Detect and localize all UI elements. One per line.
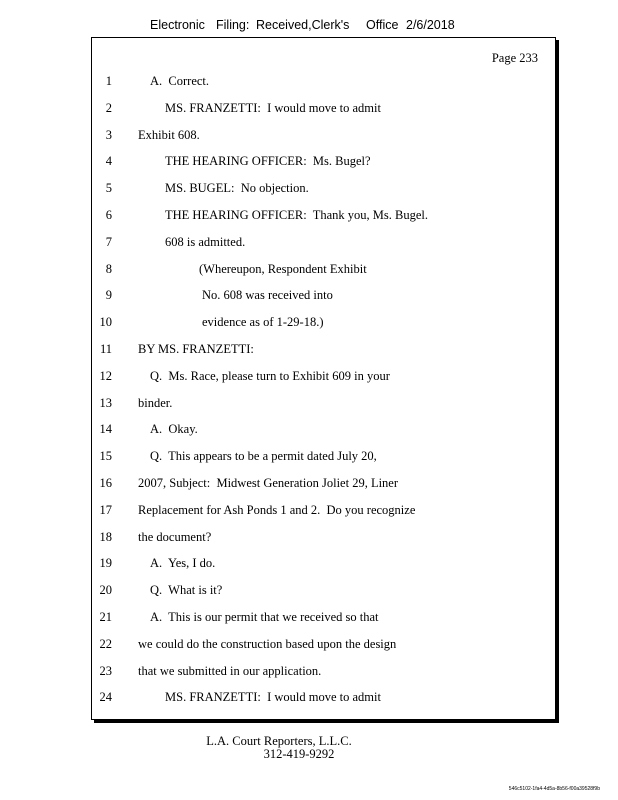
line-number: 19	[99, 556, 112, 571]
transcript-line	[92, 661, 555, 681]
line-number: 21	[99, 610, 112, 624]
filing-electronic: Electronic	[150, 18, 205, 32]
line-number: 6	[105, 208, 112, 222]
line-number: 5	[105, 181, 112, 196]
transcript-line	[92, 419, 555, 439]
line-number: 8	[105, 261, 112, 276]
line-text: A. Correct.	[150, 74, 210, 88]
transcript-line	[92, 312, 555, 332]
line-text: Replacement for Ash Ponds 1 and 2. Do you recognize	[138, 502, 416, 517]
line-text: the document?	[138, 529, 212, 544]
filing-received: Received,Clerk's	[256, 18, 350, 32]
line-number: 15	[99, 449, 112, 464]
line-number: 16	[99, 476, 112, 490]
line-text: 2007, Subject: Midwest Generation Joliet 29, Liner	[138, 476, 399, 490]
line-number: 17	[99, 502, 112, 517]
line-number: 18	[99, 529, 112, 544]
line-text: No. 608 was received into	[202, 288, 333, 303]
line-number: 24	[99, 690, 112, 705]
transcript-line	[92, 553, 555, 573]
line-number: 9	[105, 288, 112, 303]
transcript-line	[92, 125, 555, 145]
line-number: 23	[99, 663, 112, 678]
line-text: A. Okay.	[150, 422, 198, 437]
transcript-line	[92, 687, 555, 707]
line-text: Q. Ms. Race, please turn to Exhibit 609 in your	[150, 368, 390, 383]
filing-date: 2/6/2018	[406, 18, 455, 32]
line-text: BY MS. FRANZETTI:	[138, 342, 254, 356]
line-text: Exhibit 608.	[138, 127, 200, 142]
transcript-line	[92, 393, 555, 413]
footer-company: L.A. Court Reporters, L.L.C.	[206, 734, 352, 748]
line-text: evidence as of 1-29-18.)	[202, 315, 324, 330]
line-number: 11	[99, 342, 112, 356]
transcript-line	[92, 527, 555, 547]
transcript-line	[92, 151, 555, 171]
line-number: 10	[99, 315, 112, 330]
filing-office: Office	[366, 18, 399, 32]
document-id: 546c5102-1fa4-4d5a-8b56-f00a39528f9b	[508, 786, 600, 792]
line-number: 20	[99, 583, 112, 598]
line-text: MS. FRANZETTI: I would move to admit	[165, 690, 381, 705]
footer-phone: 312-419-9292	[263, 747, 335, 761]
line-text: A. This is our permit that we received so that	[150, 610, 379, 624]
line-text: A. Yes, I do.	[150, 556, 216, 571]
transcript-line	[92, 339, 555, 359]
transcript-line	[92, 71, 555, 91]
transcript-line	[92, 98, 555, 118]
line-number: 7	[105, 234, 112, 249]
line-text: MS. FRANZETTI: I would move to admit	[165, 100, 381, 115]
line-number: 22	[99, 636, 112, 651]
transcript-line	[92, 607, 555, 627]
transcript-line	[92, 580, 555, 600]
transcript-line	[92, 446, 555, 466]
line-text: binder.	[138, 395, 173, 410]
transcript-line	[92, 205, 555, 225]
line-number: 4	[105, 154, 112, 169]
line-number: 3	[105, 127, 112, 142]
line-number: 12	[99, 368, 112, 383]
line-text: THE HEARING OFFICER: Ms. Bugel?	[165, 154, 371, 169]
page-number: Page 233	[491, 51, 538, 65]
line-text: we could do the construction based upon the design	[138, 636, 397, 651]
line-text: MS. BUGEL: No objection.	[165, 181, 309, 196]
line-number: 1	[105, 74, 112, 88]
filing-label: Filing:	[216, 18, 250, 32]
transcript-line	[92, 232, 555, 252]
line-text: 608 is admitted.	[165, 234, 246, 249]
line-text: Q. What is it?	[150, 583, 223, 598]
transcript-line	[92, 285, 555, 305]
transcript-line	[92, 178, 555, 198]
transcript-line	[92, 473, 555, 493]
line-number: 13	[99, 395, 112, 410]
line-text: that we submitted in our application.	[138, 663, 322, 678]
line-text: Q. This appears to be a permit dated July 20,	[150, 449, 377, 464]
line-number: 2	[105, 100, 112, 115]
transcript-line	[92, 259, 555, 279]
line-text: (Whereupon, Respondent Exhibit	[199, 261, 367, 276]
transcript-line	[92, 500, 555, 520]
transcript-line	[92, 366, 555, 386]
line-number: 14	[99, 422, 112, 437]
transcript-line	[92, 634, 555, 654]
transcript-page	[91, 37, 556, 720]
line-text: THE HEARING OFFICER: Thank you, Ms. Bugel.	[165, 208, 428, 222]
